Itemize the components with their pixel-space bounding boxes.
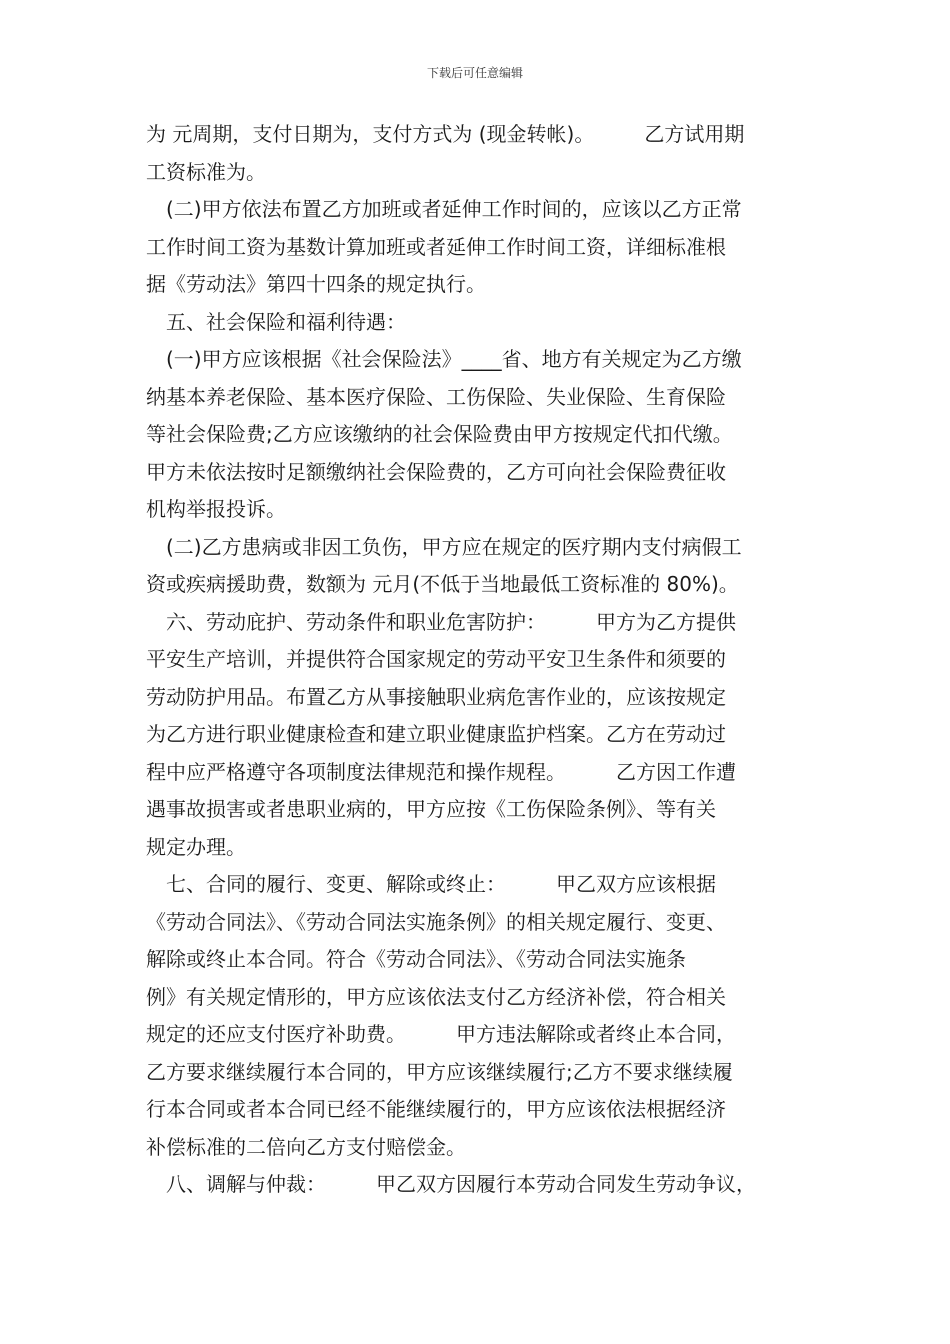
text-line: 平安生产培训，并提供符合国家规定的劳动平安卫生条件和须要的: [146, 647, 726, 671]
text-line: 例》有关规定情形的，甲方应该依法支付乙方经济补偿，符合相关: [146, 984, 726, 1009]
text-line: 遇事故损害或者患职业病的，甲方应按《工伤保险条例》、等有关: [146, 797, 716, 821]
text-line: 机构举报投诉。: [146, 497, 286, 521]
text-line: 补偿标准的二倍向乙方支付赔偿金。: [146, 1134, 466, 1159]
section-heading: 八、调解与仲裁： 甲乙双方因履行本劳动合同发生劳动争议，: [146, 1172, 756, 1196]
text-line: 甲方未依法按时足额缴纳社会保险费的，乙方可向社会保险费征收: [146, 459, 726, 484]
text-line: (二)乙方患病或非因工负伤，甲方应在规定的医疗期内支付病假工: [146, 534, 742, 559]
text-line: 为乙方进行职业健康检查和建立职业健康监护档案。乙方在劳动过: [146, 722, 726, 746]
text-line: (二)甲方依法布置乙方加班或者延伸工作时间的，应该以乙方正常: [146, 197, 742, 221]
text-line: 工资标准为。: [146, 159, 266, 184]
document-body: [146, 116, 826, 1204]
text-line: 资或疾病援助费，数额为 元月(不低于当地最低工资标准的 80%)。: [146, 572, 739, 596]
text-line: 规定的还应支付医疗补助费。 甲方违法解除或者终止本合同，: [146, 1022, 736, 1046]
text-line: 纳基本养老保险、基本医疗保险、工伤保险、失业保险、生育保险: [146, 384, 726, 409]
text-line: 《劳动合同法》、《劳动合同法实施条例》的相关规定履行、变更、: [146, 909, 726, 934]
text-line: (一)甲方应该根据《社会保险法》____省、地方有关规定为乙方缴: [146, 347, 742, 371]
text-line: 等社会保险费;乙方应该缴纳的社会保险费由甲方按规定代扣代缴。: [146, 422, 733, 446]
text-line: 程中应严格遵守各项制度法律规范和操作规程。 乙方因工作遭: [146, 759, 736, 784]
text-line: 为 元周期，支付日期为，支付方式为 (现金转帐)。 乙方试用期: [146, 122, 745, 146]
section-heading: 六、劳动庇护、劳动条件和职业危害防护： 甲方为乙方提供: [146, 609, 736, 634]
section-heading: 五、社会保险和福利待遇：: [146, 309, 406, 334]
text-line: 行本合同或者本合同已经不能继续履行的，甲方应该依法根据经济: [146, 1097, 726, 1121]
text-line: 据《劳动法》第四十四条的规定执行。: [146, 272, 486, 296]
text-line: 规定办理。: [146, 834, 246, 859]
text-line: 乙方要求继续履行本合同的，甲方应该继续履行;乙方不要求继续履: [146, 1059, 733, 1084]
section-heading: 七、合同的履行、变更、解除或终止： 甲乙双方应该根据: [146, 872, 716, 896]
text-line: 劳动防护用品。布置乙方从事接触职业病危害作业的，应该按规定: [146, 684, 726, 709]
text-line: 工作时间工资为基数计算加班或者延伸工作时间工资，详细标准根: [146, 234, 726, 259]
page-header: 下载后可任意编辑: [426, 66, 523, 80]
text-line: 解除或终止本合同。符合《劳动合同法》、《劳动合同法实施条: [146, 947, 686, 971]
